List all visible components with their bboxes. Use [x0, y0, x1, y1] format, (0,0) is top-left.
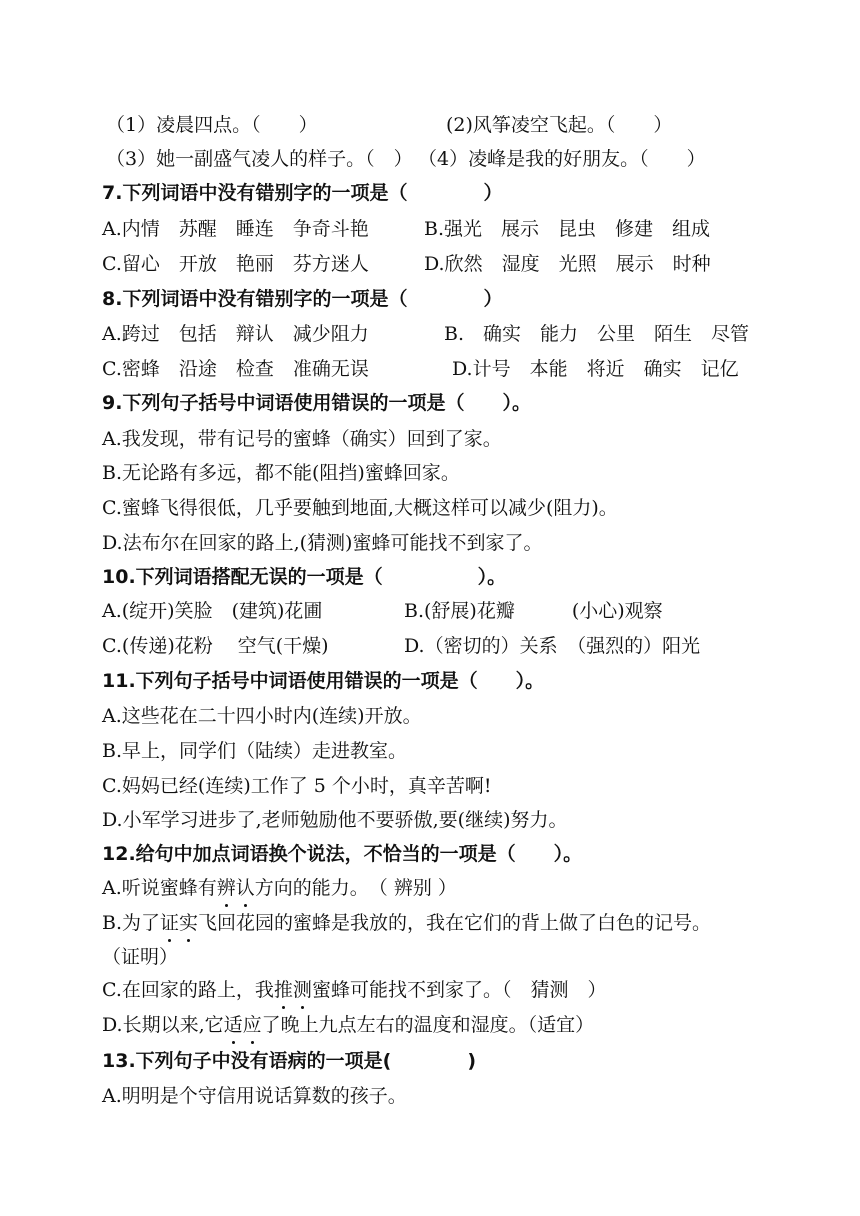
question-8-title: 8.下列词语中没有错别字的一项是（ ）	[102, 288, 503, 310]
q12-b-text: B.为了	[102, 912, 161, 934]
question-8-option-a: A.跨过 包括 辩认 减少阻力	[102, 323, 369, 345]
q12-d-text: D.长期以来,它	[102, 1014, 224, 1036]
q12-a-dotted-char-1: 辨	[216, 877, 236, 899]
question-8-option-b: B. 确实 能力 公里 陌生 尽管	[444, 323, 750, 345]
question-9-option-a: A.我发现，带有记号的蜜蜂（确实）回到了家。	[102, 428, 502, 450]
question-9-option-b: B.无论路有多远，都不能(阻挡)蜜蜂回家。	[102, 462, 460, 484]
q12-d-dotted-char-2: 应	[242, 1014, 262, 1036]
question-11-option-d: D.小军学习进步了,老师勉励他不要骄傲,要(继续)努力。	[102, 809, 568, 831]
question-10-option-d: D.（密切的）关系 （强烈的）阳光	[404, 635, 701, 657]
question-13-title: 13.下列句子中没有语病的一项是( )	[102, 1050, 477, 1072]
question-12-option-b-cont: （证明）	[102, 946, 179, 968]
q12-c-text: C.在回家的路上，我	[102, 979, 274, 1001]
question-10-option-a: A.(绽开)笑脸 (建筑)花圃	[102, 600, 323, 622]
question-7-title: 7.下列词语中没有错别字的一项是（ ）	[102, 182, 503, 204]
q12-a-text-rest: 方向的能力。 （ 辨别 ）	[254, 877, 457, 899]
q12-a-text: A.听说蜜蜂有	[102, 877, 217, 899]
q12-c-text-rest: 蜜蜂可能找不到家了。（ 猜测 ）	[311, 979, 607, 1001]
q6-item-4: （4）凌峰是我的好朋友。（ ）	[418, 148, 706, 170]
question-8-option-c: C.密蜂 沿途 检查 准确无误	[102, 358, 369, 380]
q6-item-1: （1）凌晨四点。（ ）	[106, 114, 318, 136]
q12-b-dotted-char-1: 证	[160, 912, 180, 934]
question-9-option-c: C.蜜蜂飞得很低，几乎要触到地面,大概这样可以减少(阻力)。	[102, 497, 618, 519]
q12-b-dotted-char-2: 实	[179, 912, 199, 934]
question-10-title: 10.下列词语搭配无误的一项是（ ）。	[102, 566, 507, 588]
question-11-title: 11.下列句子括号中词语使用错误的一项是（ ）。	[102, 670, 545, 692]
question-12-option-a	[102, 875, 457, 901]
q12-d-dotted-char-1: 适	[223, 1014, 243, 1036]
question-7-option-a: A.内情 苏醒 睡连 争奇斗艳	[102, 218, 369, 240]
question-11-option-a: A.这些花在二十四小时内(连续)开放。	[102, 705, 422, 727]
question-12-option-b	[102, 910, 711, 936]
q6-item-2: (2)风筝凌空飞起。（ ）	[446, 114, 673, 136]
question-11-option-c: C.妈妈已经(连续)工作了 5 个小时，真辛苦啊!	[102, 775, 492, 797]
q12-a-dotted-char-2: 认	[235, 877, 255, 899]
question-10-option-b: B.(舒展)花瓣 (小心)观察	[404, 600, 663, 622]
question-8-option-d: D.计号 本能 将近 确实 记亿	[452, 358, 739, 380]
question-11-option-b: B.早上，同学们（陆续）走进教室。	[102, 740, 408, 762]
question-10-option-c: C.(传递)花粉 空气(干燥)	[102, 635, 329, 657]
q12-c-dotted-char-1: 推	[273, 979, 293, 1001]
question-7-option-c: C.留心 开放 艳丽 芬方迷人	[102, 253, 369, 275]
question-12-title: 12.给句中加点词语换个说法，不恰当的一项是（ ）。	[102, 843, 583, 865]
q12-b-text-rest: 飞回花园的蜜蜂是我放的，我在它们的背上做了白色的记号。	[198, 912, 712, 934]
question-13-option-a: A.明明是个守信用说话算数的孩子。	[102, 1085, 407, 1107]
question-7-option-d: D.欣然 湿度 光照 展示 时种	[424, 253, 711, 275]
q6-item-3: （3）她一副盛气凌人的样子。（ ）	[106, 148, 413, 170]
question-12-option-d	[102, 1012, 594, 1038]
question-12-option-c	[102, 977, 606, 1003]
question-9-option-d: D.法布尔在回家的路上,(猜测)蜜蜂可能找不到家了。	[102, 532, 543, 554]
question-9-title: 9.下列句子括号中词语使用错误的一项是（ ）。	[102, 392, 531, 414]
q12-c-dotted-char-2: 测	[292, 979, 312, 1001]
q12-d-text-rest: 了晚上九点左右的温度和湿度。（适宜）	[261, 1014, 595, 1036]
question-7-option-b: B.强光 展示 昆虫 修建 组成	[424, 218, 711, 240]
